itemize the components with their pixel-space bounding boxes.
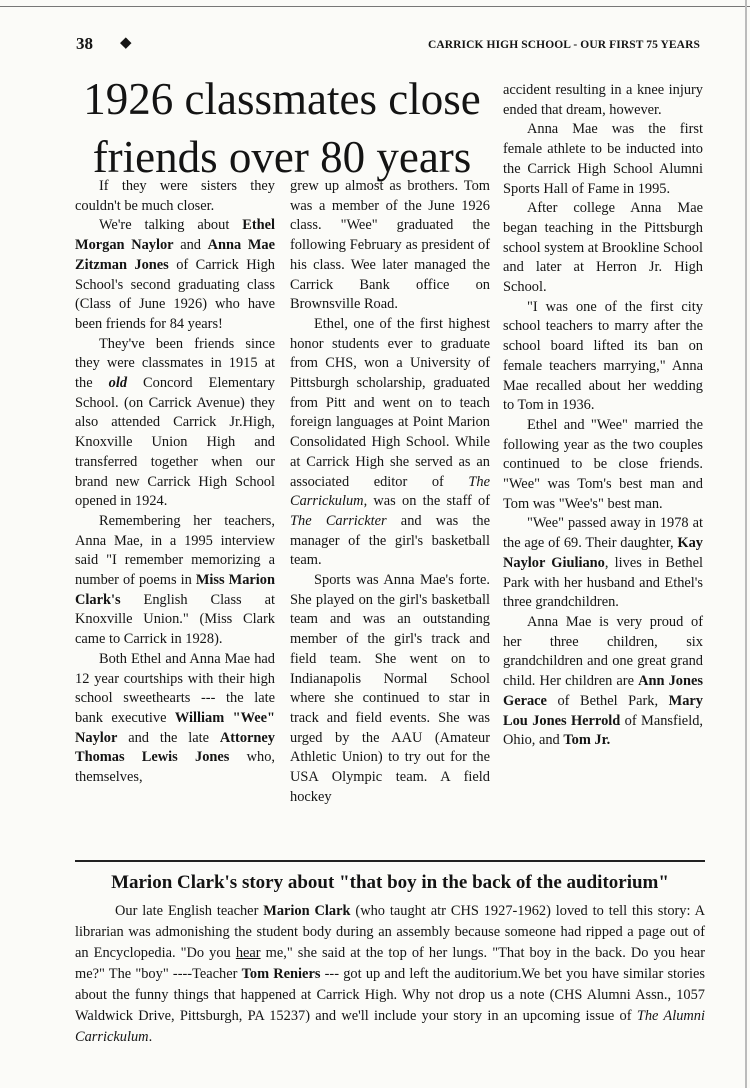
article-headline: 1926 classmates close friends over 80 years bbox=[83, 74, 481, 182]
paragraph: We're talking about Ethel Morgan Naylor and Anna Mae Zitzman Jones of Carrick High School's second graduating class (Class of June 1926) who have been friends for 84 years! bbox=[75, 217, 275, 332]
scan-edge-top bbox=[0, 6, 750, 7]
paragraph: Ethel, one of the first highest honor students ever to graduate from CHS, won a University of Pittsburgh scholarship, graduated from Pitt and went on to teach foreign languages at Point Marion Consolidated High School. While at Carrick High she served as an associated editor of The Carrickulum, was on the staff of The Carrickter and was the manager of the girl's basketball team. bbox=[290, 315, 490, 569]
section-divider bbox=[75, 860, 705, 862]
page-number: 38 bbox=[76, 34, 93, 53]
story-headline: Marion Clark's story about "that boy in the back of the auditorium" bbox=[111, 872, 669, 893]
paragraph: After college Anna Mae began teaching in the Pittsburgh school system at Brookline School and later at Herron Jr. High School. bbox=[503, 200, 703, 296]
paragraph: If they were sisters they couldn't be much closer. bbox=[75, 178, 275, 214]
paragraph: Anna Mae is very proud of her three children, six grandchildren and one great grand child. Her children are Ann Jones Gerace of Bethel Park, Mary Lou Jones Herrold of Mansfield, Ohio, and Tom Jr. bbox=[503, 613, 703, 749]
paragraph: Anna Mae was the first female athlete to be inducted into the Carrick High School Alumni Sports Hall of Fame in 1995. bbox=[503, 121, 703, 197]
scan-edge-right bbox=[745, 0, 747, 1088]
article-column-1 bbox=[75, 177, 275, 788]
paragraph: Remembering her teachers, Anna Mae, in a 1995 interview said "I remember memorizing a number of poems in Miss Marion Clark's English Class at Knoxville Union." (Miss Clark came to Carrick in 1928). bbox=[75, 512, 275, 648]
paragraph: grew up almost as brothers. Tom was a member of the June 1926 class. "Wee" graduated the following February as president of his class. Wee later managed the Carrick Bank office on Brownsville Road. bbox=[290, 178, 490, 313]
story-body bbox=[75, 901, 705, 1048]
article-column-3 bbox=[503, 81, 703, 751]
diamond-ornament-icon: ◆ bbox=[120, 35, 132, 51]
paragraph: Our late English teacher Marion Clark (who taught atr CHS 1927-1962) loved to tell this story: A librarian was admonishing the student body during an assembly because someone had ripped a page out of an Encyclopedia. "Do you hear me," she said at the top of her lungs. "That boy in the back. Do you hear me?" The "boy" ----Teacher Tom Reniers --- got up and left the auditorium.We bet you have similar stories about the funny things that happened at Carrick High. Why not drop us a note (CHS Alumni Assn., 1057 Waldwick Drive, Pittsburgh, PA 15237) and we'll include your story in an upcoming issue of The Alumni Carrickulum. bbox=[75, 903, 706, 1045]
running-header: CARRICK HIGH SCHOOL - OUR FIRST 75 YEARS bbox=[427, 39, 700, 51]
paragraph: "I was one of the first city school teachers to marry after the school board lifted its ban on female teachers marrying," Anna Mae recalled about her wedding to Tom in 1936. bbox=[503, 298, 703, 414]
paragraph: "Wee" passed away in 1978 at the age of 69. Their daughter, Kay Naylor Giuliano, lives in Bethel Park with her husband and Ethel's three grandchildren. bbox=[503, 515, 703, 611]
paragraph: They've been friends since they were classmates in 1915 at the old Concord Elementary School. (on Carrick Avenue) they also attended Carrick Jr.High, Knoxville Union High and transferred together when our brand new Carrick High School opened in 1924. bbox=[75, 335, 275, 510]
paragraph: accident resulting in a knee injury ended that dream, however. bbox=[503, 82, 703, 118]
article-column-2 bbox=[290, 177, 490, 808]
paragraph: Both Ethel and Anna Mae had 12 year courtships with their high school sweethearts --- the late bank executive William "Wee" Naylor and the late Attorney Thomas Lewis Jones who, themselves, bbox=[75, 650, 275, 786]
paragraph: Ethel and "Wee" married the following year as the two couples continued to be close friends. "Wee" was Tom's best man and Tom was "Wee's" best man. bbox=[503, 416, 703, 512]
paragraph: Sports was Anna Mae's forte. She played on the girl's basketball team and was an outstanding member of the girl's track and field team. She went on to Indianapolis Normal School where she continued to star in track and field events. She was urged by the AAU (Amateur Athletic Union) to try out for the USA Olympic team. A field hockey bbox=[290, 572, 490, 805]
